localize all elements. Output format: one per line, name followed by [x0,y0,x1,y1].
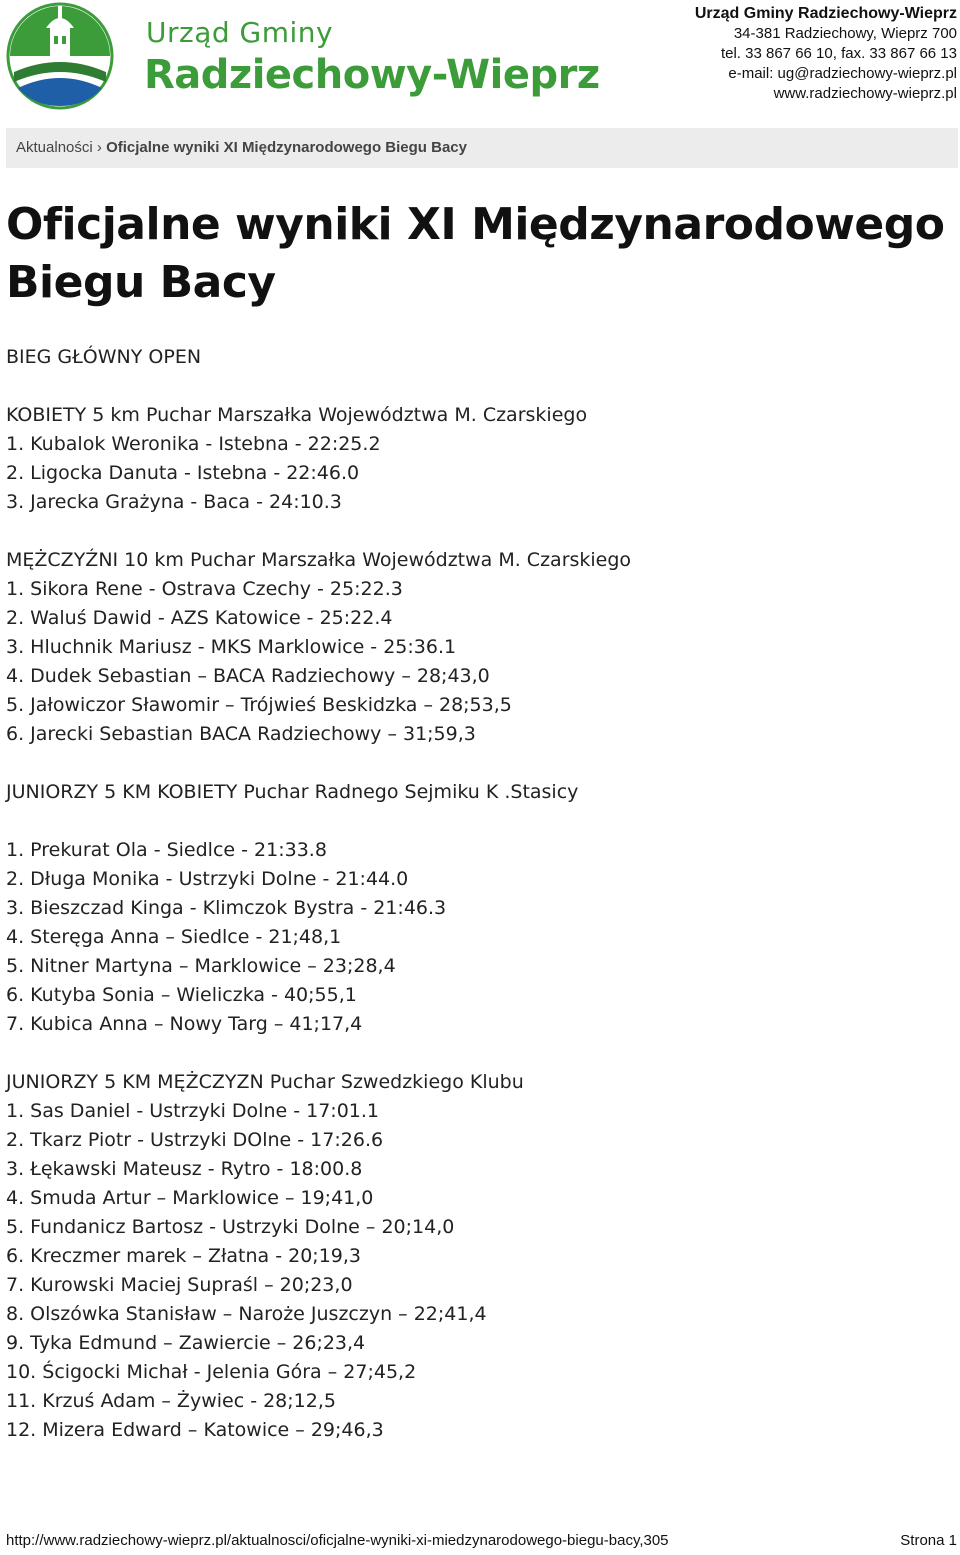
contact-block [695,4,957,104]
result-line: 6. Jarecki Sebastian BACA Radziechowy – 31;59,3 [6,723,476,745]
result-line: 2. Ligocka Danuta - Istebna - 22:46.0 [6,462,360,484]
section-heading: KOBIETY 5 km Puchar Marszałka Województwa M. Czarskiego [6,404,588,426]
result-line: 5. Nitner Martyna – Marklowice – 23;28,4 [6,955,396,977]
result-line: 2. Długa Monika - Ustrzyki Dolne - 21:44.0 [6,868,409,890]
result-line: 1. Sikora Rene - Ostrava Czechy - 25:22.3 [6,578,403,600]
breadcrumb-parent-link[interactable]: Aktualności [16,139,93,156]
municipality-logo[interactable] [6,2,600,110]
result-line: 6. Kreczmer marek – Złatna - 20;19,3 [6,1245,362,1267]
breadcrumb [6,128,958,168]
result-line: 1. Kubalok Weronika - Istebna - 22:25.2 [6,433,381,455]
result-line: 4. Dudek Sebastian – BACA Radziechowy – 28;43,0 [6,665,490,687]
page-header [0,0,960,118]
result-line: 2. Waluś Dawid - AZS Katowice - 25:22.4 [6,607,393,629]
spacer [6,807,946,836]
logo-line-1: Urząd Gminy [146,16,334,49]
breadcrumb-current: Oficjalne wyniki XI Międzynarodowego Biegu Bacy [106,139,467,156]
result-line: 6. Kutyba Sonia – Wieliczka - 40;55,1 [6,984,357,1006]
result-line: 3. Jarecka Grażyna - Baca - 24:10.3 [6,491,342,513]
result-line: 8. Olszówka Stanisław – Naroże Juszczyn – 22;41,4 [6,1303,487,1325]
result-line: 1. Sas Daniel - Ustrzyki Dolne - 17:01.1 [6,1100,379,1122]
phone-fax: tel. 33 867 66 10, fax. 33 867 66 13 [720,45,957,62]
result-line: 4. Smuda Artur – Marklowice – 19;41,0 [6,1187,374,1209]
results-section [6,401,946,517]
intro-heading: BIEG GŁÓWNY OPEN [6,346,202,368]
results-sections [6,401,946,1445]
result-line: 5. Fundanicz Bartosz - Ustrzyki Dolne – 20;14,0 [6,1216,455,1238]
website[interactable]: www.radziechowy-wieprz.pl [773,85,957,102]
result-line: 4. Steręga Anna – Siedlce - 21;48,1 [6,926,342,948]
email[interactable]: e-mail: ug@radziechowy-wieprz.pl [728,65,957,82]
intro-section [6,343,946,372]
result-line: 12. Mizera Edward – Katowice – 29;46,3 [6,1419,384,1441]
page-number: Strona 1 [900,1532,957,1549]
result-line: 3. Łękawski Mateusz - Rytro - 18:00.8 [6,1158,363,1180]
footer-url[interactable]: http://www.radziechowy-wieprz.pl/aktualnosci/oficjalne-wyniki-xi-miedzynarodowego-biegu-bacy,305 [6,1532,669,1549]
page-title: Oficjalne wyniki XI Międzynarodowego Biegu Bacy [6,199,945,308]
result-line: 1. Prekurat Ola - Siedlce - 21:33.8 [6,839,327,861]
section-heading: MĘŻCZYŹNI 10 km Puchar Marszałka Województwa M. Czarskiego [6,549,632,571]
result-line: 11. Krzuś Adam – Żywiec - 28;12,5 [6,1390,336,1412]
results-section [6,778,946,1039]
org-name: Urząd Gminy Radziechowy-Wieprz [694,5,957,22]
emblem-icon [6,2,116,110]
results-section [6,546,946,749]
result-line: 7. Kubica Anna – Nowy Targ – 41;17,4 [6,1013,363,1035]
breadcrumb-separator: › [96,139,102,156]
article-body [6,343,946,1474]
result-line: 10. Ścigocki Michał - Jelenia Góra – 27;45,2 [6,1361,417,1383]
address: 34-381 Radziechowy, Wieprz 700 [733,25,957,42]
result-line: 3. Bieszczad Kinga - Klimczok Bystra - 21:46.3 [6,897,447,919]
result-line: 9. Tyka Edmund – Zawiercie – 26;23,4 [6,1332,366,1354]
result-line: 2. Tkarz Piotr - Ustrzyki DOlne - 17:26.6 [6,1129,384,1151]
result-line: 7. Kurowski Maciej Supraśl – 20;23,0 [6,1274,353,1296]
section-heading: JUNIORZY 5 KM KOBIETY Puchar Radnego Sejmiku K .Stasicy [6,781,579,803]
logo-line-2: Radziechowy-Wieprz [144,52,600,98]
results-section [6,1068,946,1445]
section-heading: JUNIORZY 5 KM MĘŻCZYZN Puchar Szwedzkiego Klubu [6,1071,524,1093]
result-line: 5. Jałowiczor Sławomir – Trójwieś Beskidzka – 28;53,5 [6,694,512,716]
result-line: 3. Hluchnik Mariusz - MKS Marklowice - 25:36.1 [6,636,457,658]
